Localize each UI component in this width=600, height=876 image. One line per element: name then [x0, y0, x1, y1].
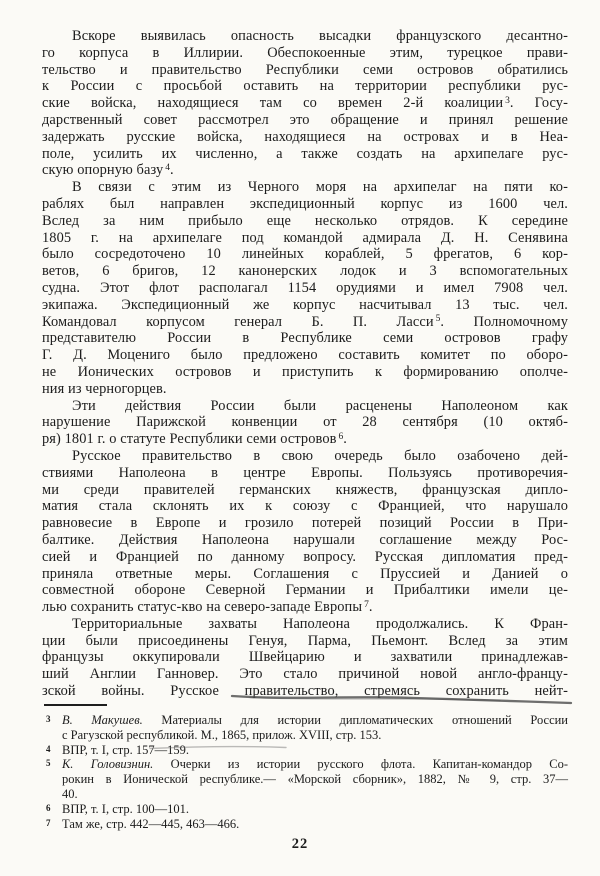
text-line: нарушение Парижской конвенции от 28 сентября (10 октяб-	[42, 414, 568, 431]
text-segment: ские войска, находящиеся там со времен 2-й коалиции	[42, 95, 504, 112]
text-line	[42, 599, 568, 616]
text-line: экипажа. Экспедиционный же корпус насчитывал 13 тыс. чел.	[42, 296, 568, 313]
text-segment: .	[170, 162, 174, 179]
text-line: не Ионических островов и приступить к формированию ополче-	[42, 363, 568, 380]
text-line: было сосредоточено 10 линейных кораблей, 5 фрегатов, 6 кор-	[42, 246, 568, 263]
footnote	[46, 713, 568, 743]
text-segment: ря) 1801 г. о статуте Республики семи островов	[42, 431, 337, 448]
text-line	[42, 95, 568, 112]
text-line: совместной обороне Северной Германии и Прибалтики имели це-	[42, 582, 568, 599]
footnote-marker: 6	[46, 802, 51, 813]
text-line: равновесие в Европе и грозило потерей позиций России в При-	[42, 515, 568, 532]
paragraph	[42, 179, 568, 397]
footnote-marker: 7	[46, 817, 51, 828]
text-line: ния из черногорцев.	[42, 380, 167, 397]
text-line	[42, 162, 568, 179]
text-line: Эти действия России были расценены Наполеоном как	[72, 397, 568, 414]
text-line: ми среди правителей германских княжеств, французская дипло-	[42, 481, 568, 498]
paragraph	[42, 398, 568, 448]
text-line: Г. Д. Моцениго было предложено составить комитет по оборо-	[42, 347, 568, 364]
text-line: ции были присоединены Генуя, Парма, Пьемонт. Вслед за этим	[42, 632, 568, 649]
footnote-ref: 3	[505, 95, 510, 106]
footnote-line	[46, 816, 568, 832]
footnote	[46, 801, 568, 817]
text-segment: . Полномочному	[440, 313, 568, 330]
footnote-ref: 4	[165, 162, 170, 173]
footnote-marker: 3	[46, 714, 51, 724]
page-number: 22	[291, 836, 309, 852]
text-line: раблях был направлен экспедиционный корпус из 1600 чел.	[42, 195, 568, 212]
text-segment: .	[343, 431, 347, 448]
footnote	[46, 757, 568, 801]
text-line: В связи с этим из Черного моря на архипелаг на пяти ко-	[72, 179, 568, 196]
text-segment: лью сохранить статус-кво на северо-западе Европы	[42, 599, 363, 616]
text-segment: Там же, стр. 442—445, 463—466.	[62, 816, 240, 831]
text-line: к России с просьбой оставить на территории республики рус-	[42, 78, 568, 95]
text-segment: ВПР, т. I, стр. 100—101.	[62, 801, 189, 816]
footnote-line	[46, 757, 568, 772]
footnote-ref: 6	[338, 431, 344, 442]
footnote-line	[46, 742, 568, 758]
text-line: Вскоре выявилась опасность высадки французского десантно-	[72, 28, 568, 44]
text-line: Вслед за ним прибыло еще несколько отрядов. К середине	[42, 212, 568, 229]
text-line: Территориальные захваты Наполеона продолжались. К Фран-	[72, 615, 568, 632]
text-line: дарственный совет рассмотрел это обращение и принял решение	[42, 111, 568, 128]
footnote-author: В. Макушев.	[62, 713, 143, 727]
text-segment: Очерки из истории русского флота. Капитан-командор Со-	[153, 757, 568, 772]
text-line	[42, 431, 568, 448]
text-line: приняла ответные меры. Соглашения с Пруссией и Данией о	[42, 565, 568, 582]
text-line: судна. Этот флот располагал 1154 орудиями и имел 7908 чел.	[42, 279, 568, 296]
footnote	[46, 816, 568, 832]
footnote-line	[46, 713, 568, 728]
footnote-marker: 4	[46, 743, 51, 754]
text-segment: Материалы для истории дипломатических отношений России	[142, 713, 568, 727]
paragraph	[42, 28, 568, 179]
footnote	[46, 742, 568, 758]
text-line: поле, усилить их численно, а также создать на архипелаге рус-	[42, 145, 568, 162]
footnote-marker: 5	[46, 758, 51, 769]
footnote-ref: 5	[435, 314, 441, 325]
footnote-line: рокин в Ионической республике.— «Морской сборник», 1882, № 9, стр. 37—	[62, 772, 568, 787]
footnote-line: с Рагузской республикой. М., 1865, прилож. XVIII, стр. 153.	[62, 727, 382, 742]
footnote-line: 40.	[62, 786, 78, 801]
text-line: балтике. Действия Наполеона нарушали соглашение между Рос-	[42, 531, 568, 548]
text-line: 1805 г. на архипелаге под командой адмирала Д. Н. Сенявина	[42, 229, 568, 246]
text-line: тельство и правительство Республики семи островов обратились	[42, 61, 568, 78]
body-text	[42, 28, 568, 700]
text-line: ствиями Наполеона в центре Европы. Пользуясь противоречия-	[42, 464, 568, 481]
text-line: задержать русские войска, находящиеся на островах и в Неа-	[42, 128, 568, 145]
text-line: го корпуса в Иллирии. Обеспокоенные этим, турецкое прави-	[42, 44, 568, 61]
text-line: французы оккупировали Швейцарию и захватили принадлежав-	[42, 649, 568, 666]
text-segment: . Госу-	[509, 95, 568, 112]
text-segment: ВПР, т. I, стр. 157—159.	[62, 742, 189, 757]
text-segment: .	[368, 599, 373, 616]
text-segment: скую опорную базу	[42, 162, 164, 179]
text-line: Русское правительство в свою очередь было озабочено дей-	[72, 447, 568, 464]
footnote-author: К. Головизнин.	[62, 757, 154, 772]
text-line: зской войны. Русское правительство, стремясь сохранить нейт-	[42, 683, 568, 700]
text-segment: Командовал корпусом генерал Б. П. Ласси	[42, 313, 434, 330]
footnote-separator	[44, 704, 107, 706]
text-line: представителю России в Республике семи островов графу	[42, 330, 568, 347]
footnotes	[46, 713, 568, 831]
text-line	[42, 314, 568, 331]
text-line: ший Англии Ганновер. Это стало причиной новой англо-францу-	[42, 666, 568, 683]
paragraph	[42, 448, 568, 616]
text-line: сией и Францией по данному вопросу. Русская дипломатия пред-	[42, 548, 568, 565]
text-line: матия стала склонять их к союзу с Францией, что нарушало	[42, 498, 568, 515]
paragraph	[42, 616, 568, 700]
footnote-line	[46, 801, 568, 817]
text-line: ветов, 6 бригов, 12 канонерских лодок и 3 вспомогательных	[42, 263, 568, 280]
footnote-ref: 7	[364, 599, 369, 610]
